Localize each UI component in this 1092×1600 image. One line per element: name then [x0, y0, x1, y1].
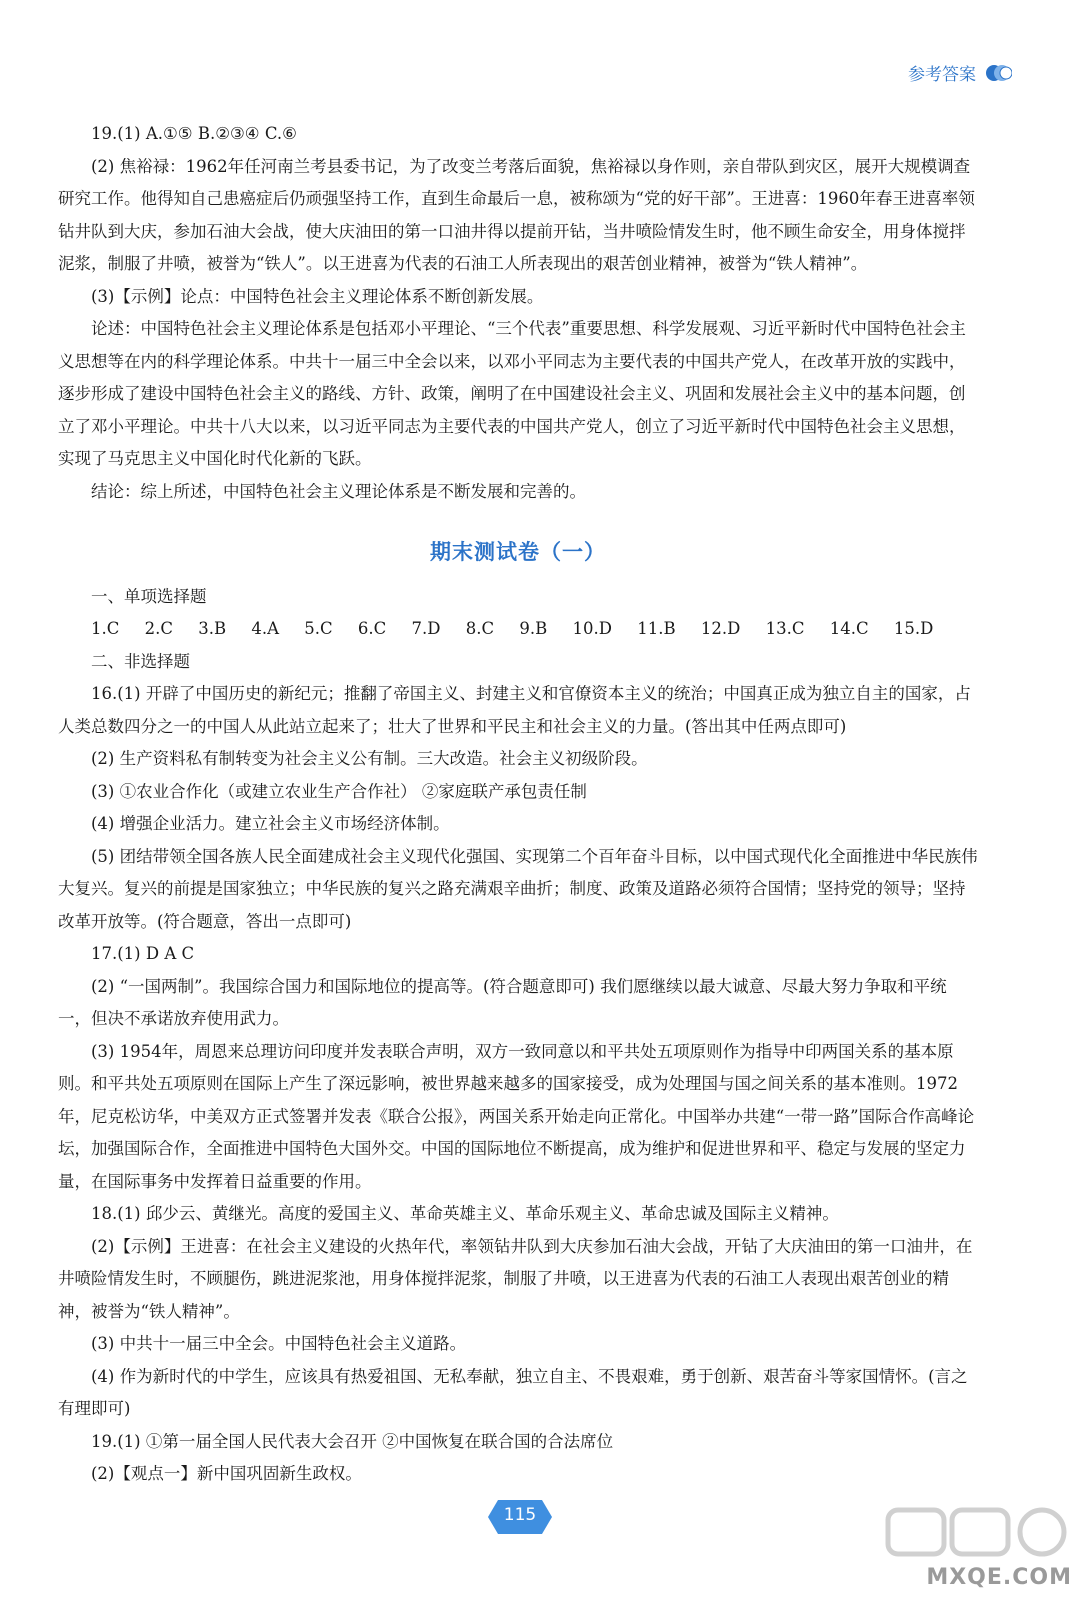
mc-answer: 12.D	[700, 619, 741, 638]
watermark-text: MXQE.COM	[926, 1565, 1072, 1590]
q17-3: (3) 1954年，周恩来总理访问印度并发表联合声明，双方一致同意以和平共处五项原则作为指导中印两国关系的基本原则。和平共处五项原则在国际上产生了深远影响，被世界越来越多的国家接受，成为处理国与国之间关系的基本准则。1972年，尼克松访华，中美双方正式签署并发表《联合公报》，两国关系开始走向正常化。中国举办共建“一带一路”国际合作高峰论坛，加强国际合作，全面推进中国特色大国外交。中国的国际地位不断提高，成为维护和促进世界和平、稳定与发展的坚定力量，在国际事务中发挥着日益重要的作用。	[58, 1041, 975, 1191]
mc-answer: 2.C	[144, 619, 173, 638]
q18-2: (2)【示例】王进喜：在社会主义建设的火热年代，率领钻井队到大庆参加石油大会战，开钻了大庆油田的第一口油井，在井喷险情发生时，不顾腿伤，跳进泥浆池，用身体搅拌泥浆，制服了井喷，以王进喜为代表的石油工人表现出艰苦创业的精神，被誉为“铁人精神”。	[58, 1236, 973, 1321]
q16-4: (4) 增强企业活力。建立社会主义市场经济体制。	[91, 814, 450, 833]
q16-2: (2) 生产资料私有制转变为社会主义公有制。三大改造。社会主义初级阶段。	[91, 749, 648, 768]
prev-q19-1: 19.(1) A.①⑤ B.②③④ C.⑥	[91, 124, 297, 143]
mc-answer: 13.C	[765, 619, 805, 638]
section-single-choice: 一、单项选择题	[91, 586, 207, 606]
q19-1: 19.(1) ①第一届全国人民代表大会召开 ②中国恢复在联合国的合法席位	[91, 1431, 614, 1451]
mc-answer: 1.C	[91, 619, 120, 638]
q18-3: (3) 中共十一届三中全会。中国特色社会主义道路。	[91, 1334, 467, 1353]
mc-answer: 11.B	[637, 619, 676, 638]
q18-4: (4) 作为新时代的中学生，应该具有热爱祖国、无私奉献，独立自主、不畏艰难，勇于创新、艰苦奋斗等家国情怀。(言之有理即可)	[58, 1366, 968, 1418]
mc-answer: 6.C	[357, 619, 387, 638]
mc-answer: 15.D	[893, 619, 934, 638]
answer-content	[58, 118, 978, 1491]
q19-2: (2)【观点一】新中国巩固新生政权。	[91, 1464, 362, 1483]
mc-answer: 3.B	[198, 619, 227, 638]
header-tag-label: 参考答案	[908, 65, 976, 85]
mc-answer: 10.D	[572, 619, 613, 638]
mc-answer: 14.C	[829, 619, 869, 638]
q17-2: (2) “一国两制”。我国综合国力和国际地位的提高等。(符合题意即可) 我们愿继续以最大诚意、尽最大努力争取和平统一，但决不承诺放弃使用武力。	[58, 976, 947, 1028]
mc-answer: 7.D	[411, 619, 441, 638]
q16-1: 16.(1) 开辟了中国历史的新纪元；推翻了帝国主义、封建主义和官僚资本主义的统治；中国真正成为独立自主的国家，占人类总数四分之一的中国人从此站立起来了；壮大了世界和平民主和社会主义的力量。(答出其中任两点即可)	[58, 684, 971, 736]
prev-q19-2: (2) 焦裕禄：1962年任河南兰考县委书记，为了改变兰考落后面貌，焦裕禄以身作则，亲自带队到灾区，展开大规模调查研究工作。他得知自己患癌症后仍顽强坚持工作，直到生命最后一息，被称颂为“党的好干部”。王进喜：1960年春王进喜率领钻井队到大庆，参加石油大会战，使大庆油田的第一口油井得以提前开钻，当井喷险情发生时，他不顾生命安全，用身体搅拌泥浆，制服了井喷，被誉为“铁人”。以王进喜为代表的石油工人所表现出的艰苦创业精神，被誉为“铁人精神”。	[58, 156, 975, 273]
prev-q19-3-conclusion: 结论：综上所述，中国特色社会主义理论体系是不断发展和完善的。	[91, 481, 586, 501]
q18-1: 18.(1) 邱少云、黄继光。高度的爱国主义、革命英雄主义、革命乐观主义、革命忠诚及国际主义精神。	[91, 1204, 839, 1223]
q16-3: (3) ①农业合作化（或建立农业生产合作社） ②家庭联产承包责任制	[91, 781, 587, 801]
mc-answer: 8.C	[465, 619, 495, 638]
q16-5: (5) 团结带领全国各族人民全面建成社会主义现代化强国、实现第二个百年奋斗目标，以中国式现代化全面推进中华民族伟大复兴。复兴的前提是国家独立；中华民族的复兴之路充满艰辛曲折；制度、政策及道路必须符合国情；坚持党的领导；坚持改革开放等。(符合题意，答出一点即可)	[58, 846, 978, 931]
mc-answer: 9.B	[519, 619, 548, 638]
q17-1: 17.(1) D A C	[91, 944, 195, 963]
mc-answer-row	[58, 613, 978, 646]
decorative-bubble-icon	[982, 62, 1012, 84]
mc-answer: 5.C	[304, 619, 333, 638]
prev-q19-3-argument: 论述：中国特色社会主义理论体系是包括邓小平理论、“三个代表”重要思想、科学发展观、习近平新时代中国特色社会主义思想等在内的科学理论体系。中共十一届三中全会以来，以邓小平同志为主要代表的中国共产党人，在改革开放的实践中，逐步形成了建设中国特色社会主义的路线、方针、政策，阐明了在中国建设社会主义、巩固和发展社会主义中的基本问题，创立了邓小平理论。中共十八大以来，以习近平同志为主要代表的中国共产党人，创立了习近平新时代中国特色社会主义思想，实现了马克思主义中国化时代化新的飞跃。	[58, 319, 966, 468]
header-answer-tag	[908, 60, 1012, 85]
section-non-choice: 二、非选择题	[91, 651, 190, 671]
mc-answer: 4.A	[251, 619, 280, 638]
prev-q19-3: (3)【示例】论点：中国特色社会主义理论体系不断创新发展。	[91, 286, 544, 306]
exam-title: 期末测试卷（一）	[430, 539, 606, 564]
page-number: 115	[503, 1505, 537, 1525]
